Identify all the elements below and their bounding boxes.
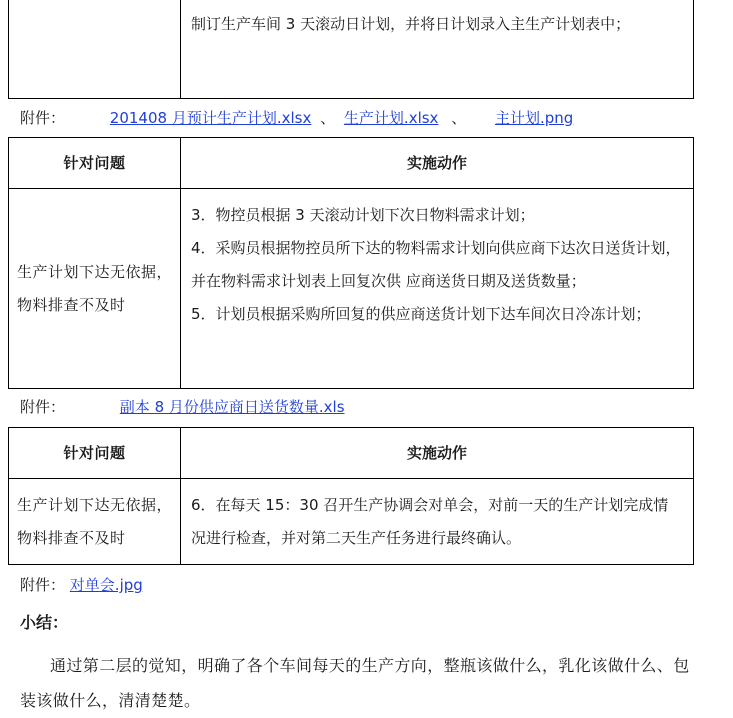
summary-title: 小结： [20, 613, 69, 632]
attachment-line-2 [20, 397, 345, 417]
table2-action-4: 4．采购员根据物控员所下达的物料需求计划向供应商下达次日送货计划，并在物料需求计划表上回复次供 应商送货日期及送货数量； [191, 239, 681, 290]
table3-action-cell [181, 479, 693, 564]
table2-issue-cell [9, 189, 181, 388]
attachment-line-3 [20, 575, 143, 595]
attachment-label: 附件： [20, 576, 66, 594]
table1-right-cell [181, 0, 693, 98]
attachment-link-production-plan[interactable]: 生产计划.xlsx [343, 109, 439, 127]
plan-table-3 [8, 427, 694, 565]
plan-table-1 [8, 0, 694, 99]
attachment-link-supplier-delivery[interactable]: 副本 8 月份供应商日送货数量.xls [119, 398, 345, 416]
table3-header-issue: 针对问题 [9, 428, 181, 478]
attachment-link-reconcile-meeting[interactable]: 对单会.jpg [69, 576, 143, 594]
summary-paragraph: 通过第二层的觉知，明确了各个车间每天的生产方向，整瓶该做什么，乳化该做什么、包装该做什么，清清楚楚。 [20, 656, 690, 710]
plan-table-2 [8, 137, 694, 389]
table2-header-action: 实施动作 [406, 153, 467, 172]
table1-left-cell [9, 0, 181, 98]
attachment-link-master-plan[interactable]: 主计划.png [495, 109, 574, 127]
table1-action-text: 制订生产车间 3 天滚动日计划，并将日计划录入主生产计划表中； [191, 15, 631, 33]
attachment-line-1 [20, 108, 573, 128]
table2-action-5: 5．计划员根据采购所回复的供应商送货计划下达车间次日冷冻计划； [191, 305, 651, 323]
table3-issue-cell [9, 479, 181, 564]
attachment-label: 附件： [20, 109, 66, 127]
attachment-separator: 、 [451, 109, 467, 127]
table3-action-6: 6．在每天 15：30 召开生产协调会对单会，对前一天的生产计划完成情况进行检查，并对第二天生产任务进行最终确认。 [191, 495, 669, 547]
table3-header-action: 实施动作 [406, 443, 467, 462]
table2-actions-cell [181, 189, 693, 388]
table2-header-issue: 针对问题 [9, 138, 181, 188]
table2-action-3: 3．物控员根据 3 天滚动计划下次日物料需求计划； [191, 206, 535, 224]
attachment-separator: 、 [320, 109, 336, 127]
table3-issue-text: 生产计划下达无依据，物料排查不及时 [17, 495, 173, 547]
attachment-link-forecast[interactable]: 201408 月预计生产计划.xlsx [109, 109, 312, 127]
table2-issue-text: 生产计划下达无依据，物料排查不及时 [17, 262, 173, 314]
attachment-label: 附件： [20, 398, 66, 416]
